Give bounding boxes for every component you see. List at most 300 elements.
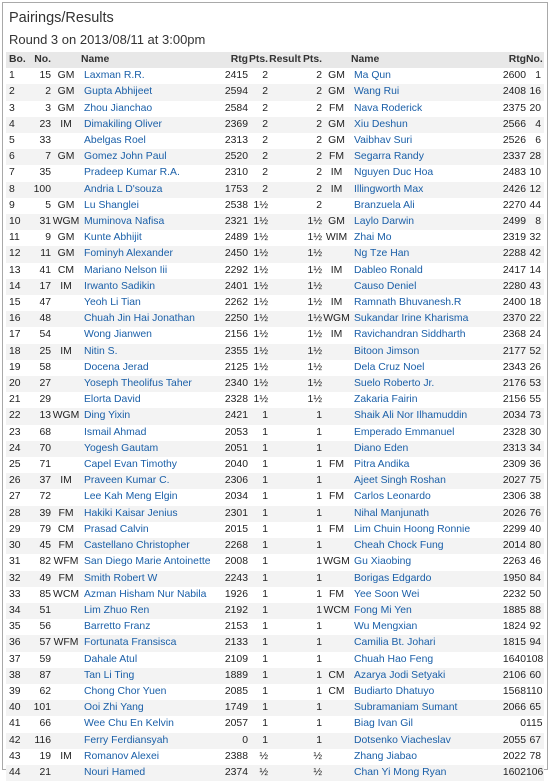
opponent-rating: 1568 bbox=[502, 685, 526, 697]
board-number: 19 bbox=[9, 361, 21, 373]
white-player-link[interactable]: Chong Chor Yuen bbox=[84, 685, 167, 697]
player-points: 1 bbox=[248, 571, 268, 587]
board-number: 10 bbox=[6, 214, 28, 230]
game-result bbox=[268, 149, 302, 165]
opponent-rating: 2263 bbox=[502, 556, 526, 568]
black-player-link[interactable]: Budiarto Dhatuyo bbox=[354, 685, 435, 697]
game-result bbox=[268, 522, 302, 538]
game-result bbox=[268, 506, 302, 522]
player-title bbox=[51, 733, 81, 749]
opponent-points: 1½ bbox=[307, 394, 322, 406]
opponent-title bbox=[322, 733, 351, 749]
opponent-rating: 1602 bbox=[474, 765, 526, 781]
player-rating: 1753 bbox=[221, 182, 248, 198]
player-title: IM bbox=[60, 750, 72, 762]
black-player-link[interactable]: Xiu Deshun bbox=[351, 117, 474, 133]
player-points: 1½ bbox=[253, 329, 268, 341]
white-player-link[interactable]: Kunte Abhijit bbox=[84, 232, 142, 244]
black-player-link[interactable]: Subramaniam Sumant bbox=[351, 700, 474, 716]
opponent-points: 1 bbox=[316, 621, 322, 633]
game-result bbox=[268, 68, 302, 84]
white-player-link[interactable]: San Diego Marie Antoinette bbox=[84, 556, 211, 568]
black-player-link[interactable]: Wu Mengxian bbox=[354, 621, 418, 633]
board-number: 31 bbox=[9, 556, 21, 568]
player-rating: 2133 bbox=[221, 635, 248, 651]
white-player-link[interactable]: Irwanto Sadikin bbox=[81, 279, 221, 295]
col-header-rating-2: Rtg bbox=[474, 52, 526, 68]
black-player-link[interactable]: Vaibhav Suri bbox=[354, 135, 413, 147]
opponent-number: 34 bbox=[526, 441, 544, 457]
player-number: 29 bbox=[39, 394, 51, 406]
black-player-link[interactable]: Suelo Roberto Jr. bbox=[351, 376, 474, 392]
player-title: FM bbox=[51, 538, 81, 554]
white-player-link[interactable]: Hakiki Kaisar Jenius bbox=[81, 506, 221, 522]
player-number: 3 bbox=[45, 102, 51, 114]
table-row bbox=[6, 749, 544, 765]
player-title bbox=[51, 489, 81, 505]
opponent-points: 1 bbox=[316, 459, 322, 471]
game-result bbox=[268, 716, 302, 732]
player-points: 1½ bbox=[248, 214, 268, 230]
opponent-title: GM bbox=[328, 135, 345, 147]
table-row bbox=[6, 149, 544, 165]
player-rating: 2374 bbox=[221, 765, 248, 781]
player-title bbox=[51, 716, 81, 732]
player-title: IM bbox=[51, 279, 81, 295]
player-title bbox=[51, 441, 81, 457]
opponent-number: 36 bbox=[529, 459, 541, 471]
player-number: 87 bbox=[28, 668, 51, 684]
game-result bbox=[268, 279, 302, 295]
black-player-link[interactable]: Biag Ivan Gil bbox=[354, 718, 413, 730]
white-player-link[interactable]: Barretto Franz bbox=[84, 621, 151, 633]
game-result bbox=[268, 441, 302, 457]
opponent-number: 8 bbox=[526, 214, 544, 230]
player-title bbox=[51, 684, 81, 700]
white-player-link[interactable]: Andria L D'souza bbox=[81, 182, 221, 198]
player-title: WGM bbox=[51, 214, 81, 230]
table-row bbox=[6, 198, 544, 214]
player-title: GM bbox=[57, 102, 75, 114]
white-player-link[interactable]: Tan Li Ting bbox=[81, 668, 221, 684]
white-player-link[interactable]: Prasad Calvin bbox=[84, 523, 149, 535]
board-number: 4 bbox=[6, 117, 28, 133]
player-rating: 2421 bbox=[221, 408, 248, 424]
white-player-link[interactable]: Castellano Christopher bbox=[81, 538, 221, 554]
board-number: 33 bbox=[9, 588, 21, 600]
white-player-link[interactable]: Ferry Ferdiansyah bbox=[81, 733, 221, 749]
white-player-link[interactable]: Mariano Nelson Iii bbox=[84, 264, 168, 276]
white-player-link[interactable]: Ismail Ahmad bbox=[84, 426, 147, 438]
opponent-points: ½ bbox=[313, 750, 322, 762]
opponent-points: 1½ bbox=[302, 344, 322, 360]
player-rating: 2301 bbox=[221, 506, 248, 522]
board-number: 29 bbox=[9, 523, 21, 535]
black-player-link[interactable]: Dableo Ronald bbox=[354, 264, 423, 276]
col-header-name: Name bbox=[81, 52, 221, 68]
black-player-link[interactable]: Camilia Bt. Johari bbox=[351, 635, 474, 651]
black-player-link[interactable]: Nihal Manjunath bbox=[351, 506, 474, 522]
player-number: 47 bbox=[39, 297, 51, 309]
opponent-title: FM bbox=[328, 102, 344, 114]
opponent-rating: 2055 bbox=[474, 733, 526, 749]
black-player-link[interactable]: Fong Mi Yen bbox=[351, 603, 474, 619]
white-player-link[interactable]: Nouri Hamed bbox=[81, 765, 221, 781]
board-number: 15 bbox=[9, 297, 21, 309]
white-player-link[interactable]: Yeoh Li Tian bbox=[84, 297, 141, 309]
board-number: 39 bbox=[9, 685, 21, 697]
player-rating: 2321 bbox=[221, 214, 248, 230]
white-player-link[interactable]: Smith Robert W bbox=[81, 571, 221, 587]
game-result bbox=[268, 311, 302, 327]
black-player-link[interactable]: Shaik Ali Nor Ilhamuddin bbox=[351, 408, 474, 424]
white-player-link[interactable]: Lim Zhuo Ren bbox=[81, 603, 221, 619]
table-row bbox=[6, 165, 544, 181]
player-points: 1 bbox=[262, 685, 268, 697]
white-player-link[interactable]: Zhou Jianchao bbox=[84, 102, 153, 114]
player-points: 2 bbox=[262, 135, 268, 147]
white-player-link[interactable]: Docena Jerad bbox=[84, 361, 149, 373]
game-result bbox=[268, 749, 302, 765]
player-rating: 2192 bbox=[221, 603, 248, 619]
table-row bbox=[6, 327, 544, 343]
player-points: 1½ bbox=[248, 246, 268, 262]
player-rating: 2015 bbox=[224, 523, 248, 535]
opponent-points: 1 bbox=[302, 635, 322, 651]
player-title bbox=[51, 133, 81, 149]
black-player-link[interactable]: Ma Qun bbox=[354, 70, 391, 82]
player-rating: 2594 bbox=[221, 84, 248, 100]
board-number: 5 bbox=[9, 135, 15, 147]
opponent-number: 50 bbox=[529, 588, 541, 600]
opponent-points: 1 bbox=[302, 408, 322, 424]
opponent-number: 94 bbox=[526, 635, 544, 651]
player-title: WGM bbox=[51, 408, 81, 424]
black-player-link[interactable]: Zhang Jiabao bbox=[354, 750, 417, 762]
opponent-points: 1½ bbox=[307, 361, 322, 373]
opponent-points: 2 bbox=[302, 182, 322, 198]
black-player-link[interactable]: Laylo Darwin bbox=[351, 214, 474, 230]
opponent-rating: 2034 bbox=[474, 408, 526, 424]
black-player-link[interactable]: Diano Eden bbox=[351, 441, 474, 457]
white-player-link[interactable]: Chuah Jin Hai Jonathan bbox=[81, 311, 221, 327]
black-player-link[interactable]: Causo Deniel bbox=[351, 279, 474, 295]
opponent-rating: 2280 bbox=[474, 279, 526, 295]
opponent-number: 4 bbox=[526, 117, 544, 133]
opponent-title bbox=[322, 652, 351, 668]
opponent-title: WCM bbox=[322, 603, 351, 619]
table-row bbox=[6, 84, 544, 100]
table-row bbox=[6, 554, 544, 570]
black-player-link[interactable]: Nava Roderick bbox=[354, 102, 423, 114]
white-player-link[interactable]: Capel Evan Timothy bbox=[84, 459, 177, 471]
player-points: 1½ bbox=[253, 264, 268, 276]
table-row bbox=[6, 700, 544, 716]
player-number: 15 bbox=[39, 70, 51, 82]
black-player-link[interactable]: Segarra Randy bbox=[351, 149, 474, 165]
table-row bbox=[6, 295, 544, 311]
player-number: 62 bbox=[39, 685, 51, 697]
player-rating: 2313 bbox=[224, 135, 248, 147]
game-result bbox=[268, 733, 302, 749]
col-header-result: Result bbox=[268, 52, 302, 68]
opponent-rating: 2483 bbox=[502, 167, 526, 179]
table-header-row bbox=[6, 52, 544, 68]
opponent-number: 40 bbox=[529, 523, 541, 535]
black-player-link[interactable]: Ng Tze Han bbox=[351, 246, 474, 262]
white-player-link[interactable]: Muminova Nafisa bbox=[81, 214, 221, 230]
player-number: 82 bbox=[39, 556, 51, 568]
player-number: 54 bbox=[39, 329, 51, 341]
opponent-title: IM bbox=[330, 297, 343, 309]
white-player-link[interactable]: Abelgas Roel bbox=[84, 135, 146, 147]
black-player-link[interactable]: Illingworth Max bbox=[351, 182, 474, 198]
white-player-link[interactable]: Elorta David bbox=[84, 394, 141, 406]
black-player-link[interactable]: Cheah Chock Fung bbox=[351, 538, 474, 554]
opponent-title bbox=[322, 344, 351, 360]
board-number: 24 bbox=[6, 441, 28, 457]
player-points: 1 bbox=[262, 621, 268, 633]
player-title: WFM bbox=[51, 635, 81, 651]
opponent-rating: 2600 bbox=[502, 70, 526, 82]
black-player-link[interactable]: Nguyen Duc Hoa bbox=[354, 167, 434, 179]
game-result bbox=[268, 587, 302, 603]
white-player-link[interactable]: Wee Chu En Kelvin bbox=[84, 718, 174, 730]
board-number: 22 bbox=[6, 408, 28, 424]
black-player-link[interactable]: Chan Yi Mong Ryan bbox=[351, 765, 474, 781]
opponent-points: 1½ bbox=[302, 214, 322, 230]
board-number: 1 bbox=[9, 70, 15, 82]
black-player-link[interactable]: Bitoon Jimson bbox=[351, 344, 474, 360]
player-points: 1½ bbox=[253, 361, 268, 373]
black-player-link[interactable]: Zhai Mo bbox=[354, 232, 392, 244]
player-title: WCM bbox=[53, 588, 79, 600]
opponent-title bbox=[322, 246, 351, 262]
black-player-link[interactable]: Lim Chuin Hoong Ronnie bbox=[354, 523, 471, 535]
player-rating: 2153 bbox=[224, 621, 248, 633]
player-points: 1 bbox=[248, 700, 268, 716]
white-player-link[interactable]: Praveen Kumar C. bbox=[81, 473, 221, 489]
player-points: 1 bbox=[262, 426, 268, 438]
opponent-number: 6 bbox=[535, 135, 541, 147]
board-number: 41 bbox=[9, 718, 21, 730]
opponent-number: 38 bbox=[529, 491, 541, 503]
white-player-link[interactable]: Pradeep Kumar R.A. bbox=[84, 167, 180, 179]
white-player-link[interactable]: Fortunata Fransisca bbox=[81, 635, 221, 651]
opponent-title bbox=[322, 198, 351, 214]
opponent-title bbox=[322, 619, 351, 635]
opponent-number: 106 bbox=[526, 765, 544, 781]
white-player-link[interactable]: Ooi Zhi Yang bbox=[81, 700, 221, 716]
player-title: GM bbox=[51, 246, 81, 262]
white-player-link[interactable]: Lee Kah Meng Elgin bbox=[84, 491, 178, 503]
table-row bbox=[6, 619, 544, 635]
player-number: 85 bbox=[39, 588, 51, 600]
player-number: 56 bbox=[39, 621, 51, 633]
player-title: GM bbox=[51, 149, 81, 165]
game-result bbox=[268, 408, 302, 424]
opponent-title: WGM bbox=[323, 556, 350, 568]
white-player-link[interactable]: Wong Jianwen bbox=[84, 329, 152, 341]
opponent-title bbox=[322, 360, 351, 376]
player-number: 33 bbox=[39, 135, 51, 147]
player-number: 101 bbox=[28, 700, 51, 716]
player-rating: 0 bbox=[221, 733, 248, 749]
opponent-number: 26 bbox=[529, 361, 541, 373]
opponent-rating: 2177 bbox=[474, 344, 526, 360]
board-number: 16 bbox=[6, 311, 28, 327]
board-number: 37 bbox=[9, 653, 21, 665]
white-player-link[interactable]: Nitin S. bbox=[81, 344, 221, 360]
white-player-link[interactable]: Laxman R.R. bbox=[84, 70, 145, 82]
player-number: 37 bbox=[28, 473, 51, 489]
player-number: 11 bbox=[28, 246, 51, 262]
table-row bbox=[6, 473, 544, 489]
player-points: 2 bbox=[262, 167, 268, 179]
opponent-points: 1½ bbox=[302, 311, 322, 327]
opponent-rating: 2014 bbox=[474, 538, 526, 554]
player-number: 72 bbox=[39, 491, 51, 503]
black-player-link[interactable]: Borigas Edgardo bbox=[351, 571, 474, 587]
black-player-link[interactable]: Zakaria Fairin bbox=[354, 394, 418, 406]
opponent-number: 1 bbox=[535, 70, 541, 82]
black-player-link[interactable]: Emperado Emmanuel bbox=[354, 426, 455, 438]
opponent-title: FM bbox=[328, 523, 344, 535]
game-result bbox=[268, 230, 302, 246]
table-row bbox=[6, 360, 544, 376]
opponent-rating: 2566 bbox=[474, 117, 526, 133]
player-title: GM bbox=[57, 70, 75, 82]
opponent-points: 1½ bbox=[307, 329, 322, 341]
opponent-rating: 1640 bbox=[502, 653, 526, 665]
white-player-link[interactable]: Romanov Alexei bbox=[84, 750, 160, 762]
player-rating: 1749 bbox=[221, 700, 248, 716]
board-number: 27 bbox=[9, 491, 21, 503]
white-player-link[interactable]: Yoseph Theolifus Taher bbox=[81, 376, 221, 392]
player-points: ½ bbox=[259, 750, 268, 762]
table-row bbox=[6, 101, 544, 117]
black-player-link[interactable]: Yee Soon Wei bbox=[354, 588, 420, 600]
table-row bbox=[6, 684, 544, 700]
player-title bbox=[51, 619, 81, 635]
game-result bbox=[268, 214, 302, 230]
game-result bbox=[268, 344, 302, 360]
player-points: 1 bbox=[262, 459, 268, 471]
player-number: 2 bbox=[28, 84, 51, 100]
black-player-link[interactable]: Branzuela Ali bbox=[354, 199, 415, 211]
player-number: 49 bbox=[28, 571, 51, 587]
opponent-title bbox=[322, 408, 351, 424]
game-result bbox=[268, 489, 302, 505]
black-player-link[interactable]: Carlos Leonardo bbox=[354, 491, 431, 503]
white-player-link[interactable]: Ding Yixin bbox=[81, 408, 221, 424]
player-rating: 2268 bbox=[221, 538, 248, 554]
white-player-link[interactable]: Azman Hisham Nur Nabila bbox=[84, 588, 207, 600]
player-points: 1½ bbox=[253, 394, 268, 406]
opponent-title bbox=[322, 571, 351, 587]
white-player-link[interactable]: Fominyh Alexander bbox=[81, 246, 221, 262]
white-player-link[interactable]: Dimakiling Oliver bbox=[81, 117, 221, 133]
player-points: 1 bbox=[262, 523, 268, 535]
black-player-link[interactable]: Ravichandran Siddharth bbox=[354, 329, 466, 341]
opponent-rating: 2306 bbox=[502, 491, 526, 503]
player-points: 1 bbox=[248, 473, 268, 489]
game-result bbox=[268, 538, 302, 554]
opponent-rating: 2270 bbox=[502, 199, 526, 211]
player-number: 35 bbox=[39, 167, 51, 179]
board-number: 35 bbox=[9, 621, 21, 633]
opponent-title: IM bbox=[322, 182, 351, 198]
black-player-link[interactable]: Wang Rui bbox=[351, 84, 474, 100]
black-player-link[interactable]: Ajeet Singh Roshan bbox=[351, 473, 474, 489]
table-row bbox=[6, 571, 544, 587]
col-header-no-2: No. bbox=[526, 52, 544, 68]
opponent-rating: 2375 bbox=[502, 102, 526, 114]
black-player-link[interactable]: Dotsenko Viacheslav bbox=[351, 733, 474, 749]
black-player-link[interactable]: Ramnath Bhuvanesh.R bbox=[354, 297, 462, 309]
black-player-link[interactable]: Azarya Jodi Setyaki bbox=[351, 668, 474, 684]
player-points: 1 bbox=[262, 718, 268, 730]
opponent-number: 52 bbox=[526, 344, 544, 360]
board-number: 20 bbox=[6, 376, 28, 392]
player-rating: 2489 bbox=[224, 232, 248, 244]
white-player-link[interactable]: Dahale Atul bbox=[84, 653, 138, 665]
opponent-number: 55 bbox=[529, 394, 541, 406]
player-number: 31 bbox=[28, 214, 51, 230]
opponent-points: 1 bbox=[302, 538, 322, 554]
opponent-rating: 2337 bbox=[474, 149, 526, 165]
black-player-link[interactable]: Chuah Hao Feng bbox=[354, 653, 434, 665]
black-player-link[interactable]: Pitra Andika bbox=[354, 459, 410, 471]
opponent-rating: 2309 bbox=[502, 459, 526, 471]
game-result bbox=[268, 619, 302, 635]
white-player-link[interactable]: Lu Shanglei bbox=[84, 199, 139, 211]
player-title: FM bbox=[51, 571, 81, 587]
player-title bbox=[51, 182, 81, 198]
opponent-points: 2 bbox=[316, 199, 322, 211]
opponent-number: 84 bbox=[526, 571, 544, 587]
white-player-link[interactable]: Gupta Abhijeet bbox=[81, 84, 221, 100]
black-player-link[interactable]: Dela Cruz Noel bbox=[354, 361, 425, 373]
black-player-link[interactable]: Gu Xiaobing bbox=[354, 556, 412, 568]
board-number: 8 bbox=[6, 182, 28, 198]
game-result bbox=[268, 652, 302, 668]
opponent-points: 1 bbox=[316, 685, 322, 697]
board-number: 44 bbox=[6, 765, 28, 781]
opponent-title bbox=[322, 635, 351, 651]
player-title bbox=[51, 765, 81, 781]
black-player-link[interactable]: Sukandar Irine Kharisma bbox=[351, 311, 474, 327]
opponent-title bbox=[322, 749, 351, 765]
player-points: 1½ bbox=[248, 376, 268, 392]
player-points: 1½ bbox=[253, 199, 268, 211]
player-title: CM bbox=[57, 264, 75, 276]
opponent-points: ½ bbox=[302, 765, 322, 781]
player-rating: 2057 bbox=[224, 718, 248, 730]
table-row bbox=[6, 733, 544, 749]
white-player-link[interactable]: Yogesh Gautam bbox=[81, 441, 221, 457]
white-player-link[interactable]: Gomez John Paul bbox=[81, 149, 221, 165]
player-title bbox=[51, 457, 81, 473]
opponent-title: FM bbox=[328, 459, 344, 471]
game-result bbox=[268, 117, 302, 133]
opponent-rating: 2027 bbox=[474, 473, 526, 489]
opponent-rating: 2368 bbox=[502, 329, 526, 341]
game-result bbox=[268, 765, 302, 781]
opponent-title: FM bbox=[328, 588, 344, 600]
opponent-title bbox=[322, 506, 351, 522]
opponent-title bbox=[322, 700, 351, 716]
